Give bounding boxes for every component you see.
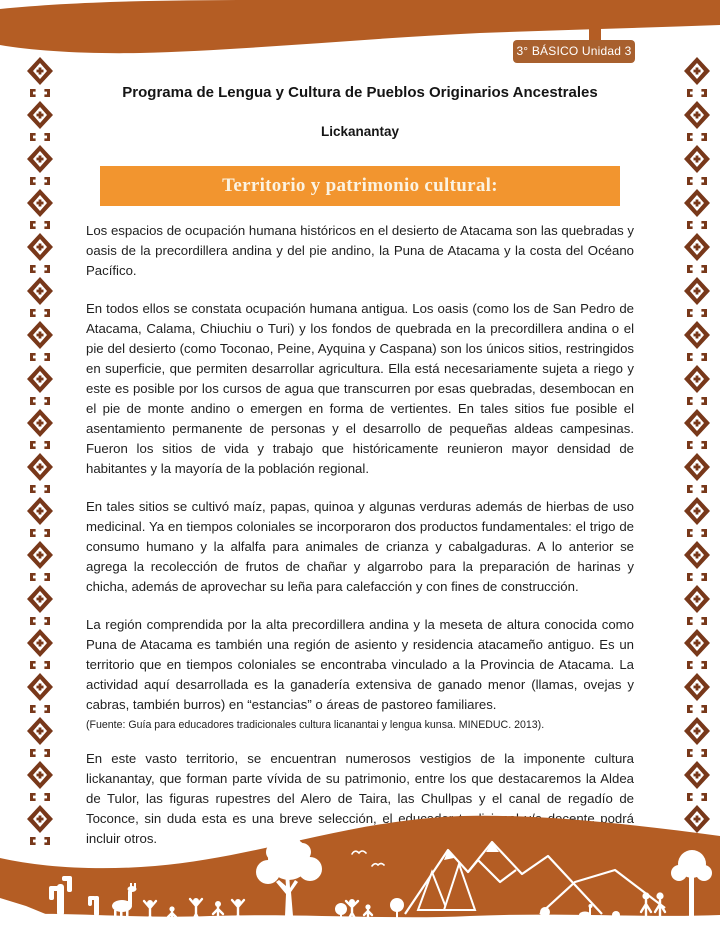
document-body [86, 221, 634, 867]
unit-badge: 3° BÁSICO Unidad 3 [513, 40, 635, 63]
right-textile-border [683, 56, 711, 848]
section-title: Territorio y patrimonio cultural: [222, 175, 498, 196]
paragraph-3: En tales sitios se cultivó maíz, papas, quinoa y algunas verduras además de hierbas de uso medicinal. Ya en tiempos coloniales se incorporaron dos productos fundamentales: el trigo de consumo humano y la alfalfa para animales de crianza y cabalgaduras. A lo anterior se agrega la recolección de frutos de chañar y algarrobo para la preparación de harinas y chicha, además de aprovechar su leña para calefacción y con fines de construcción. [86, 499, 634, 594]
left-textile-border [26, 56, 54, 848]
source-note: (Fuente: Guía para educadores tradicionales cultura licanantai y lengua kunsa. MINEDUC. 2013). [86, 719, 545, 731]
program-title: Programa de Lengua y Cultura de Pueblos Originarios Ancestrales [122, 84, 598, 101]
paragraph-5: En este vasto territorio, se encuentran numerosos vestigios de la imponente cultura lickanantay, que forman parte vívida de su patrimonio, entre los que destacaremos la Aldea de Tulor, las figuras rupestres del Alero de Taira, las Chullpas y el canal de regadío de Toconce, sin duda esta es una breve selección, el educador tradicional y/o docente podrá incluir otros. [86, 751, 634, 846]
footer-landscape-illustration [0, 812, 720, 932]
paragraph-4: La región comprendida por la alta precordillera andina y la meseta de altura conocida como Puna de Atacama es también una región de asiento y residencia atacameño antiguo. Es un territorio que en tiempos coloniales se encontraba vinculado a la Provincia de Atacama. La actividad aquí desarrollada es la ganadería extensiva de ganado menor (llamas, ovejas y cabras, también burros) en “estancias” o áreas de pastoreo familiares. [86, 617, 634, 712]
paragraph-2: En todos ellos se constata ocupación humana antigua. Los oasis (como los de San Pedro de Atacama, Calama, Chiuchiu o Turi) y los fondos de quebrada en la precordillera andina o el pie del desierto (como Toconao, Peine, Ayquina y Caspana) son los únicos sitios, restringidos en superficie, que permiten desarrollar agricultura. Ella está necesariamente sujeta a riego y este es posible por los cursos de agua que transcurren por esas quebradas, desembocan en el pie de monte andino o emergen en forma de vertientes. En tales sitios fue posible el asentamiento permanente de personas y el desarrollo de pequeñas aldeas campesinas. Fueron los sitios de vida y trabajo que históricamente reunieron mayor densidad de habitantes y la mayoría de la población regional. [86, 301, 634, 476]
paragraph-1: Los espacios de ocupación humana históricos en el desierto de Atacama son las quebradas y oasis de la precordillera andina y del pie andino, la Puna de Atacama y la costa del Océano Pacífico. [86, 223, 634, 278]
section-title-bar [100, 166, 620, 206]
culture-name: Lickanantay [320, 124, 400, 139]
